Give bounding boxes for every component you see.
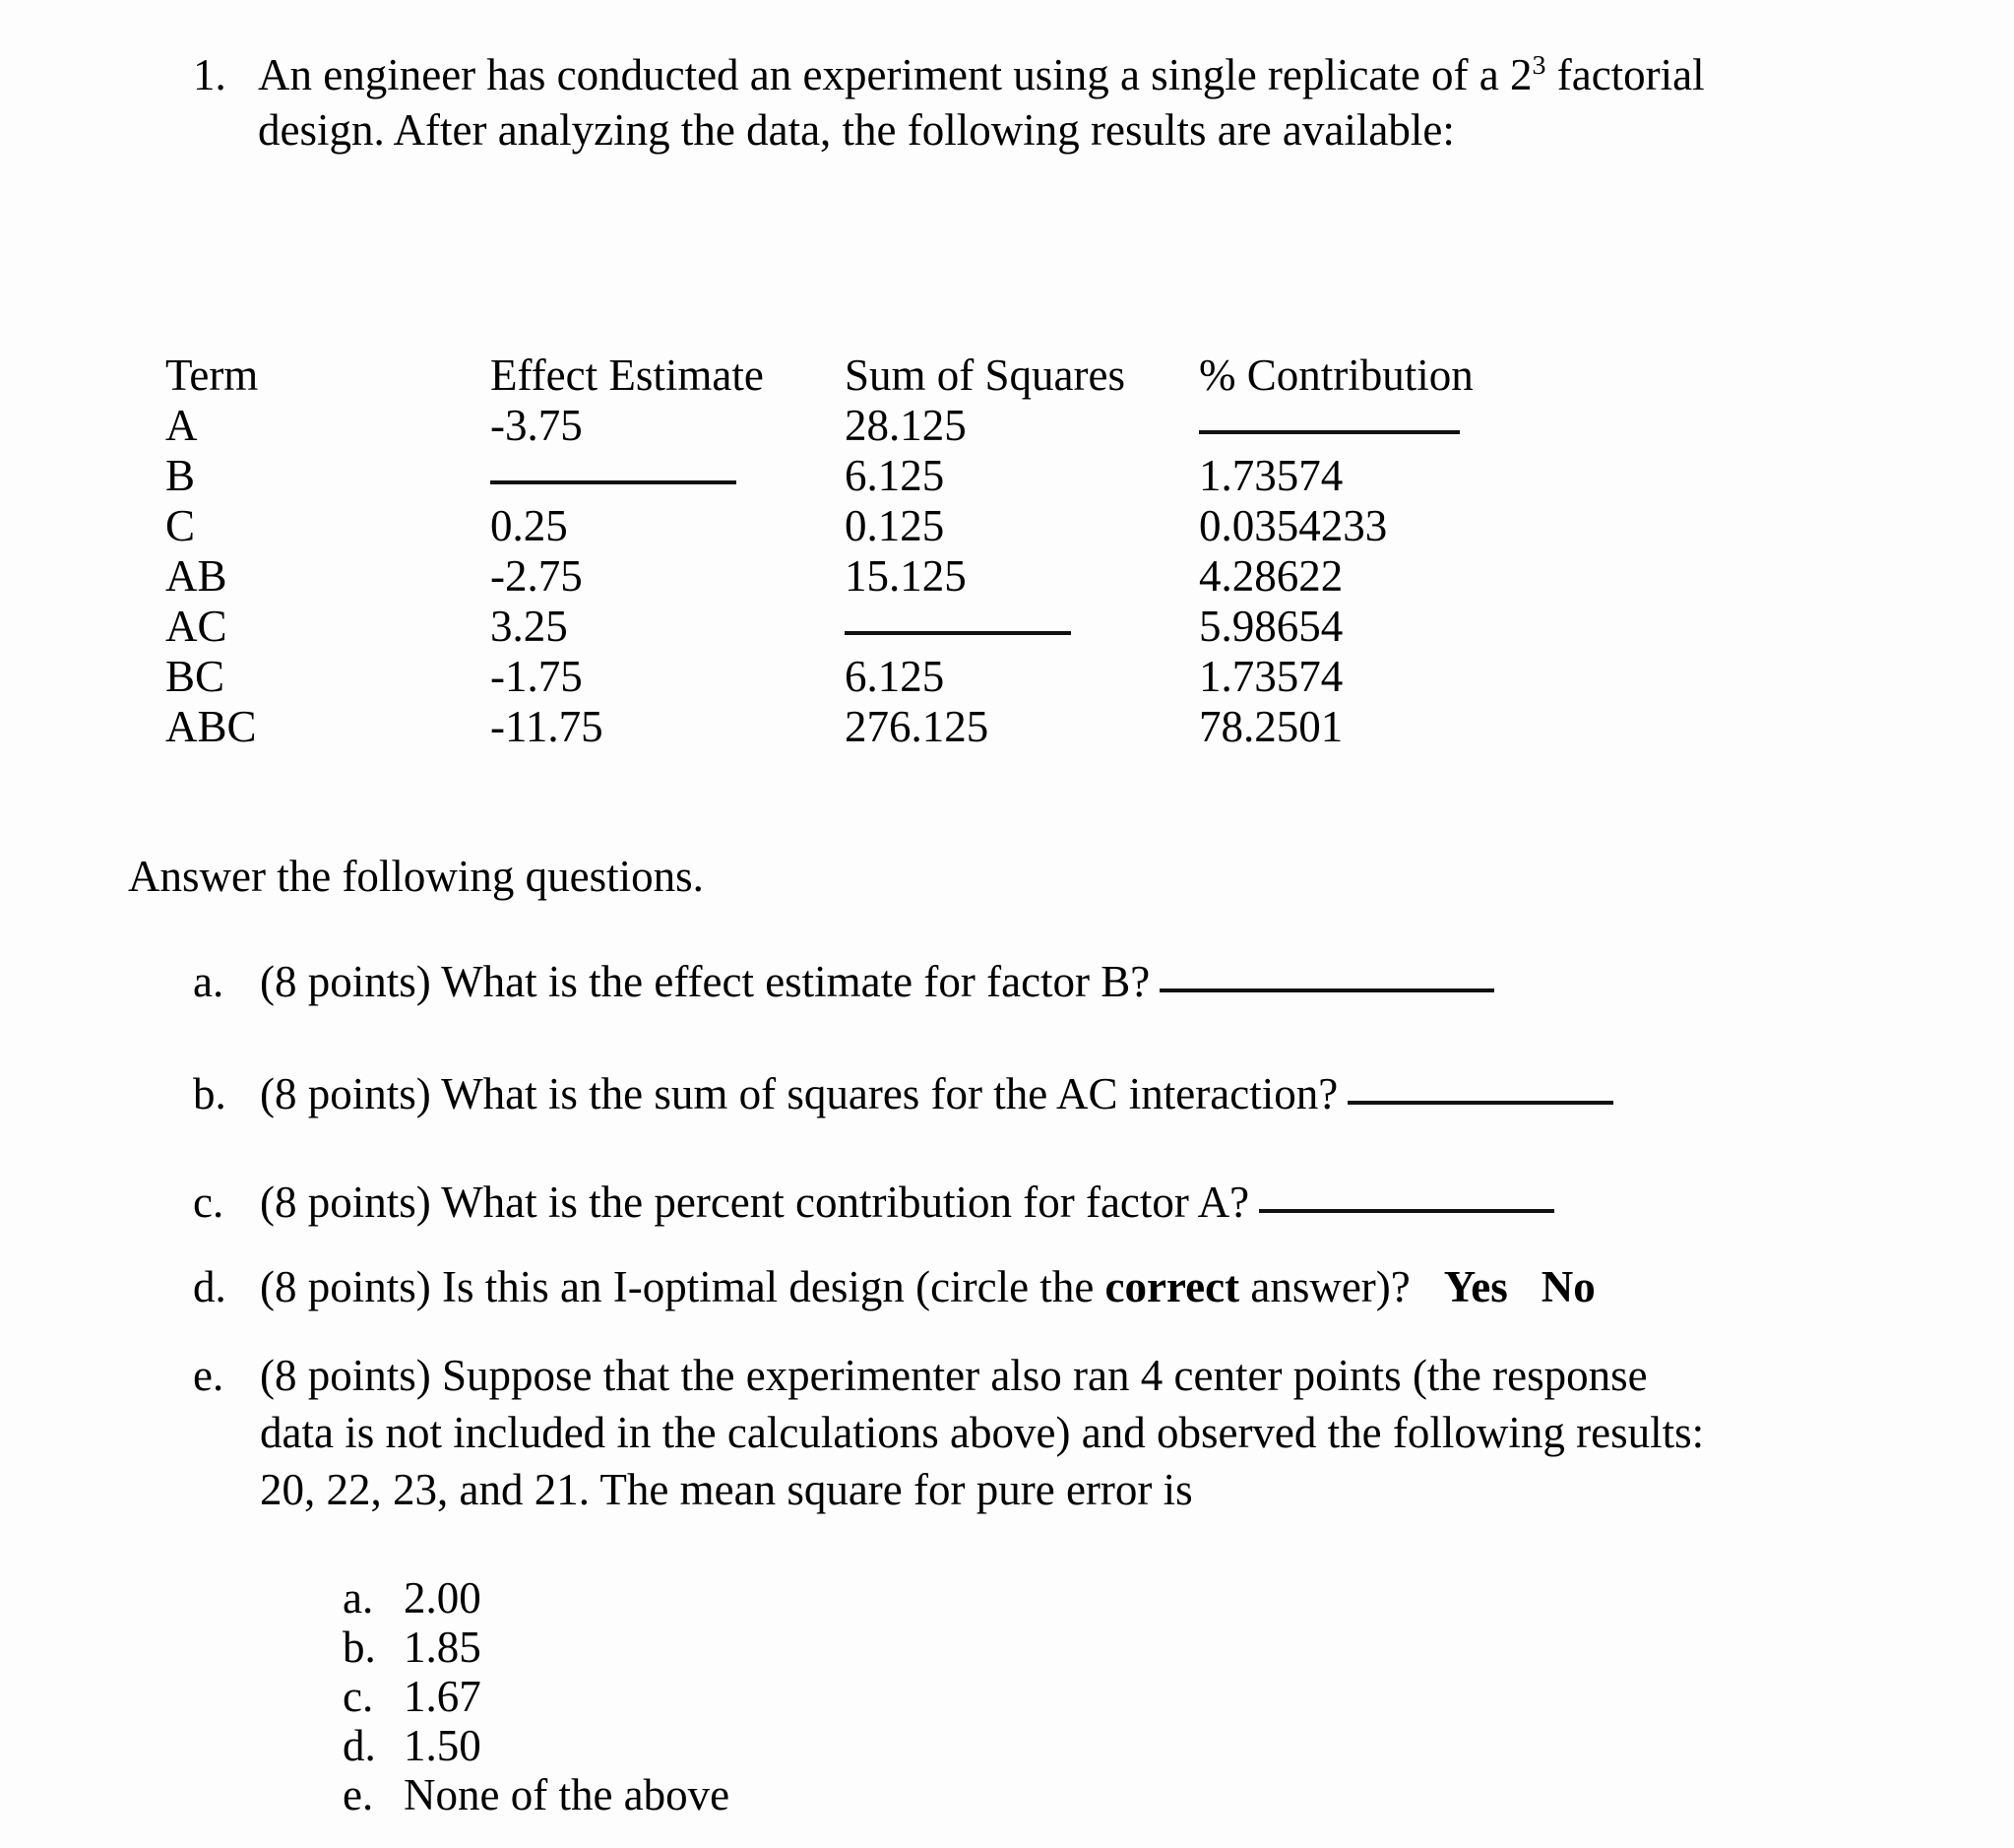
cell-term: ABC <box>165 702 257 751</box>
subquestion-text: (8 points) What is the sum of squares for the AC interaction? <box>260 1069 1339 1118</box>
subquestion-letter: e. <box>193 1351 224 1400</box>
option-no[interactable]: No <box>1541 1262 1596 1311</box>
answer-blank[interactable] <box>1348 1077 1613 1105</box>
subquestion-text-post: answer)? <box>1239 1262 1411 1311</box>
choice-text: 1.85 <box>404 1623 481 1672</box>
choice-text: 1.50 <box>404 1721 481 1770</box>
stem-line1-pre: An engineer has conducted an experiment using a single replicate of a 2 <box>258 50 1533 99</box>
subquestion-e-line3: 20, 22, 23, and 21. The mean square for pure error is <box>260 1465 1193 1514</box>
blank-underline[interactable] <box>845 602 1071 635</box>
subquestion-e-line2: data is not included in the calculations above) and observed the following results: <box>260 1408 1705 1457</box>
answer-prompt: Answer the following questions. <box>128 852 704 901</box>
emphasis-correct: correct <box>1104 1262 1240 1311</box>
cell-term: AB <box>165 551 227 601</box>
stem-line1-post: factorial <box>1545 50 1705 99</box>
subquestion-e-line1: (8 points) Suppose that the experimenter also ran 4 center points (the response <box>260 1351 1648 1400</box>
subquestion-body <box>260 953 1945 1010</box>
question-number: 1. <box>193 50 226 99</box>
table-header-row <box>165 350 1553 401</box>
table-row <box>165 401 1553 451</box>
table-row <box>165 451 1553 501</box>
cell-sum-of-squares-blank[interactable] <box>845 602 1199 652</box>
cell-pct: 78.2501 <box>1199 702 1344 751</box>
cell-effect-blank[interactable] <box>490 451 845 501</box>
choice-option[interactable] <box>343 1770 994 1819</box>
option-yes[interactable]: Yes <box>1443 1262 1508 1311</box>
subquestion-d <box>193 1258 1945 1315</box>
subquestion-letter: b. <box>193 1069 226 1118</box>
choice-letter: e. <box>343 1770 374 1819</box>
subquestion-text-pre: (8 points) Is this an I-optimal design (circle the <box>260 1262 1105 1311</box>
cell-sum-of-squares: 28.125 <box>845 401 967 450</box>
subquestion-body <box>260 1258 1945 1315</box>
header-sum-of-squares: Sum of Squares <box>845 350 1125 400</box>
multiple-choice-list <box>343 1573 994 1819</box>
cell-pct: 4.28622 <box>1199 551 1344 601</box>
choice-text: 2.00 <box>404 1573 481 1623</box>
cell-pct: 1.73574 <box>1199 451 1344 500</box>
choice-letter: d. <box>343 1721 376 1770</box>
subquestion-text: (8 points) What is the effect estimate for factor B? <box>260 957 1151 1006</box>
choice-letter: a. <box>343 1573 374 1623</box>
cell-effect: -3.75 <box>490 401 583 450</box>
choice-text: None of the above <box>404 1770 730 1819</box>
subquestion-letter: d. <box>193 1262 226 1311</box>
blank-underline[interactable] <box>1199 401 1460 434</box>
subquestion-body <box>260 1347 1945 1518</box>
choice-option[interactable] <box>343 1672 994 1721</box>
cell-sum-of-squares: 15.125 <box>845 551 967 601</box>
subquestion-b <box>193 1065 1945 1122</box>
cell-sum-of-squares: 6.125 <box>845 451 945 500</box>
subquestion-c <box>193 1174 1945 1231</box>
cell-pct: 0.0354233 <box>1199 501 1388 550</box>
cell-effect: 3.25 <box>490 602 568 651</box>
cell-term: A <box>165 401 198 450</box>
table-row <box>165 702 1553 752</box>
question-1-stem <box>193 47 1925 158</box>
cell-pct: 1.73574 <box>1199 652 1344 701</box>
answer-blank[interactable] <box>1160 965 1494 992</box>
choice-option[interactable] <box>343 1623 994 1672</box>
cell-effect: -1.75 <box>490 652 583 701</box>
cell-pct: 5.98654 <box>1199 602 1344 651</box>
subquestion-body <box>260 1174 1945 1231</box>
header-effect-estimate: Effect Estimate <box>490 350 764 400</box>
cell-pct-blank[interactable] <box>1199 401 1553 451</box>
cell-term: BC <box>165 652 225 701</box>
choice-text: 1.67 <box>404 1672 481 1721</box>
choice-letter: b. <box>343 1623 376 1672</box>
subquestion-text: (8 points) What is the percent contribution for factor A? <box>260 1178 1250 1227</box>
cell-effect: -11.75 <box>490 702 603 751</box>
stem-line2: design. After analyzing the data, the following results are available: <box>258 105 1455 155</box>
cell-effect: 0.25 <box>490 501 568 550</box>
header-term: Term <box>165 350 259 400</box>
subquestion-e <box>193 1347 1945 1518</box>
choice-letter: c. <box>343 1672 374 1721</box>
cell-sum-of-squares: 276.125 <box>845 702 989 751</box>
subquestion-body <box>260 1065 1945 1122</box>
choice-option[interactable] <box>343 1573 994 1623</box>
table-row <box>165 501 1553 551</box>
subquestion-a <box>193 953 1945 1010</box>
table-row <box>165 602 1553 652</box>
header-pct-contribution: % Contribution <box>1199 350 1474 400</box>
exponent-superscript: 3 <box>1532 50 1546 81</box>
cell-term: B <box>165 451 196 500</box>
subquestion-letter: a. <box>193 957 224 1006</box>
cell-sum-of-squares: 6.125 <box>845 652 945 701</box>
cell-effect: -2.75 <box>490 551 583 601</box>
results-table <box>165 350 1553 752</box>
table-row <box>165 551 1553 602</box>
table-row <box>165 652 1553 702</box>
answer-blank[interactable] <box>1259 1185 1554 1213</box>
cell-sum-of-squares: 0.125 <box>845 501 945 550</box>
cell-term: C <box>165 501 196 550</box>
cell-term: AC <box>165 602 227 651</box>
choice-option[interactable] <box>343 1721 994 1770</box>
blank-underline[interactable] <box>490 451 736 484</box>
subquestion-letter: c. <box>193 1178 224 1227</box>
question-stem-body <box>258 47 1925 158</box>
